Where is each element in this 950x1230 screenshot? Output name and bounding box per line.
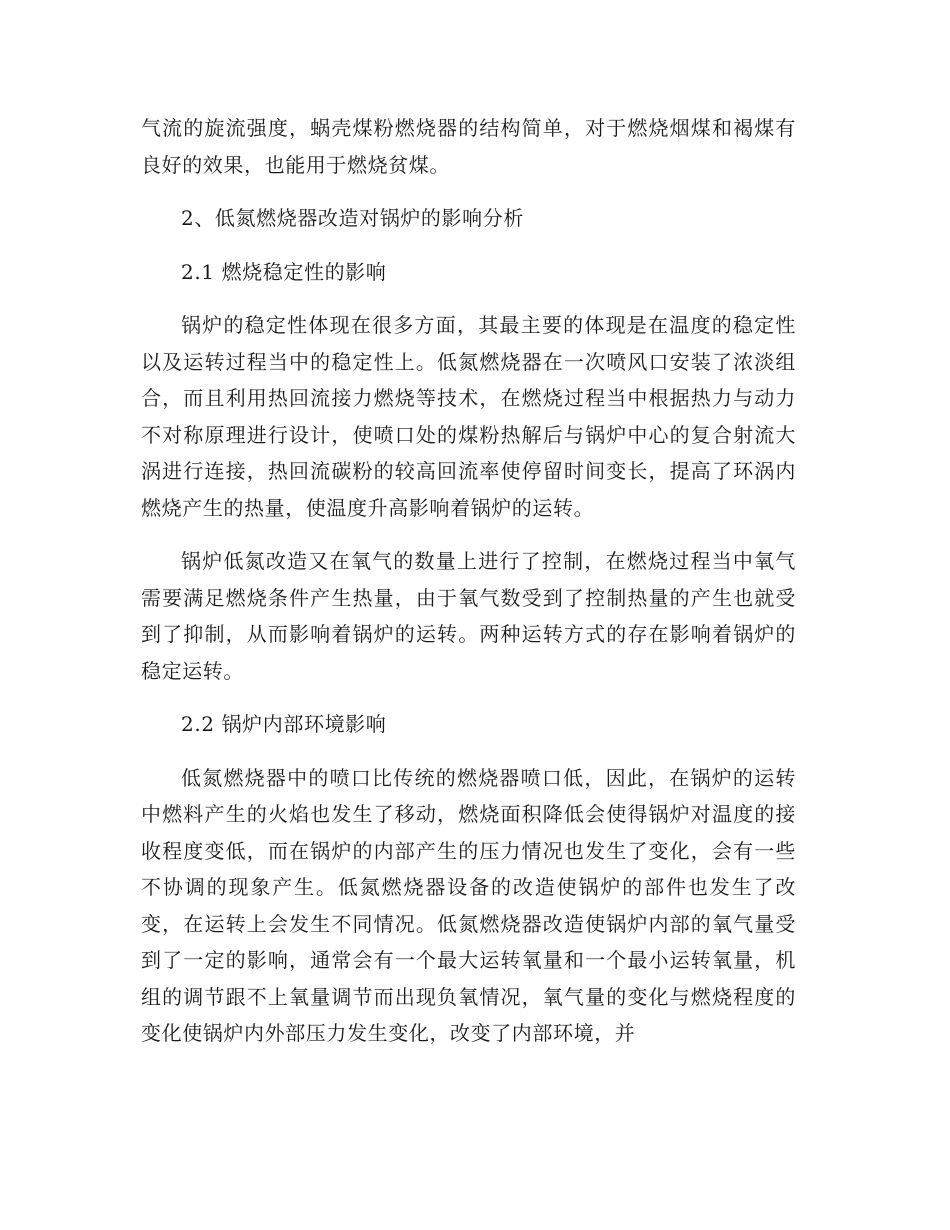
paragraph-intro-continuation: 气流的旋流强度，蜗壳煤粉燃烧器的结构简单，对于燃烧烟煤和褐煤有良好的效果，也能用于燃烧贫煤。 <box>141 116 796 177</box>
subsection-heading-2-1: 2.1 燃烧稳定性的影响 <box>181 259 387 284</box>
paragraph-stability-1: 锅炉的稳定性体现在很多方面，其最主要的体现是在温度的稳定性以及运转过程当中的稳定性上。低氮燃烧器在一次喷风口安装了浓淡组合，而且利用热回流接力燃烧等技术，在燃烧过程当中根据热力与动力不对称原理进行设计，使喷口处的煤粉热解后与锅炉中心的复合射流大涡进行连接，热回流碳粉的较高回流率使停留时间变长，提高了环涡内燃烧产生的热量，使温度升高影响着锅炉的运转。 <box>141 313 796 520</box>
section-heading-2: 2、低氮燃烧器改造对锅炉的影响分析 <box>181 206 524 230</box>
paragraph-stability-2: 锅炉低氮改造又在氧气的数量上进行了控制，在燃烧过程当中氧气需要满足燃烧条件产生热量，由于氧气数受到了控制热量的产生也就受到了抑制，从而影响着锅炉的运转。两种运转方式的存在影响着锅炉的稳定运转。 <box>141 549 796 683</box>
subsection-heading-2-2: 2.2 锅炉内部环境影响 <box>181 712 387 736</box>
document-body <box>141 110 796 1052</box>
paragraph-internal-environment: 低氮燃烧器中的喷口比传统的燃烧器喷口低，因此，在锅炉的运转中燃料产生的火焰也发生了移动，燃烧面积降低会使得锅炉对温度的接收程度变低，而在锅炉的内部产生的压力情况也发生了变化，会有一些不协调的现象产生。低氮燃烧器设备的改造使锅炉的部件也发生了改变，在运转上会发生不同情况。低氮燃烧器改造使锅炉内部的氧气量受到了一定的影响，通常会有一个最大运转氧量和一个最小运转氧量，机组的调节跟不上氧量调节而出现负氧情况，氧气量的变化与燃烧程度的变化使锅炉内外部压力发生变化，改变了内部环境，并 <box>141 765 796 1045</box>
